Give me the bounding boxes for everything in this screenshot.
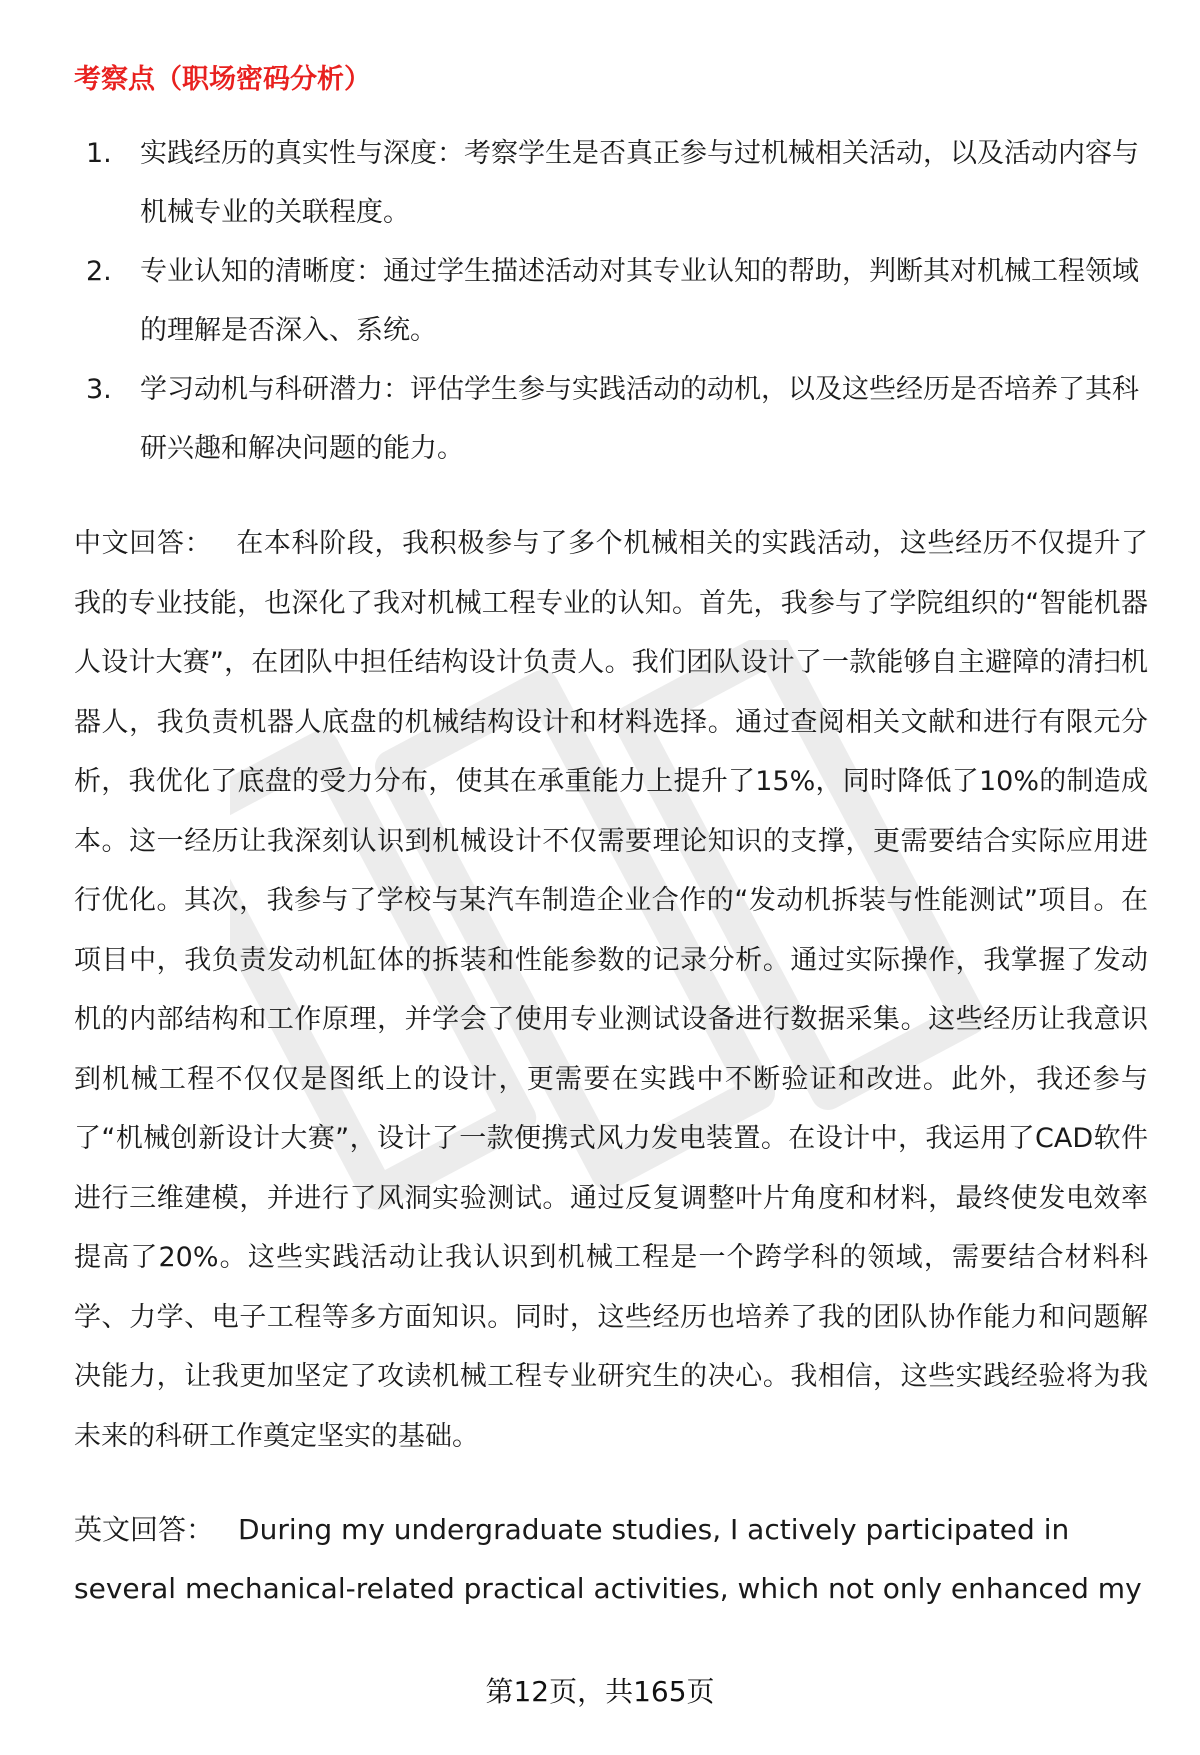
criteria-text: 专业认知的清晰度：通过学生描述活动对其专业认知的帮助，判断其对机械工程领域的理解是否深入、系统。 <box>140 256 1139 346</box>
criteria-number: 1. <box>86 138 112 169</box>
criteria-item-3 <box>86 360 1148 478</box>
criteria-text: 实践经历的真实性与深度：考察学生是否真正参与过机械相关活动，以及活动内容与机械专业的关联程度。 <box>140 138 1139 228</box>
criteria-item-2 <box>86 242 1148 360</box>
section-title: 考察点（职场密码分析） <box>74 64 371 95</box>
criteria-number: 2. <box>86 256 112 287</box>
criteria-list <box>74 124 1148 478</box>
criteria-item-1 <box>86 124 1148 242</box>
chinese-answer-text: 在本科阶段，我积极参与了多个机械相关的实践活动，这些经历不仅提升了我的专业技能，也深化了我对机械工程专业的认知。首先，我参与了学院组织的“智能机器人设计大赛”，在团队中担任结构设计负责人。我们团队设计了一款能够自主避障的清扫机器人，我负责机器人底盘的机械结构设计和材料选择。通过查阅相关文献和进行有限元分析，我优化了底盘的受力分布，使其在承重能力上提升了15%，同时降低了10%的制造成本。这一经历让我深刻认识到机械设计不仅需要理论知识的支撑，更需要结合实际应用进行优化。其次，我参与了学校与某汽车制造企业合作的“发动机拆装与性能测试”项目。在项目中，我负责发动机缸体的拆装和性能参数的记录分析。通过实际操作，我掌握了发动机的内部结构和工作原理，并学会了使用专业测试设备进行数据采集。这些经历让我意识到机械工程不仅仅是图纸上的设计，更需要在实践中不断验证和改进。此外，我还参与了“机械创新设计大赛”，设计了一款便携式风力发电装置。在设计中，我运用了CAD软件进行三维建模，并进行了风洞实验测试。通过反复调整叶片角度和材料，最终使发电效率提高了20%。这些实践活动让我认识到机械工程是一个跨学科的领域，需要结合材料科学、力学、电子工程等多方面知识。同时，这些经历也培养了我的团队协作能力和问题解决能力，让我更加坚定了攻读机械工程专业研究生的决心。我相信，这些实践经验将为我未来的科研工作奠定坚实的基础。 <box>74 528 1149 1452</box>
english-answer-text: During my undergraduate studies, I actively participated in several mechanical-related practical activities, which not only enhanced my <box>74 1513 1142 1605</box>
page-footer: 第12页，共165页 <box>485 1675 715 1708</box>
criteria-number: 3. <box>86 374 112 405</box>
chinese-answer-paragraph <box>74 514 1148 1466</box>
criteria-text: 学习动机与科研潜力：评估学生参与实践活动的动机，以及这些经历是否培养了其科研兴趣和解决问题的能力。 <box>140 374 1139 464</box>
english-answer-label: 英文回答： <box>74 1513 215 1546</box>
chinese-answer-label: 中文回答： <box>74 528 213 559</box>
english-answer-paragraph <box>74 1500 1148 1618</box>
